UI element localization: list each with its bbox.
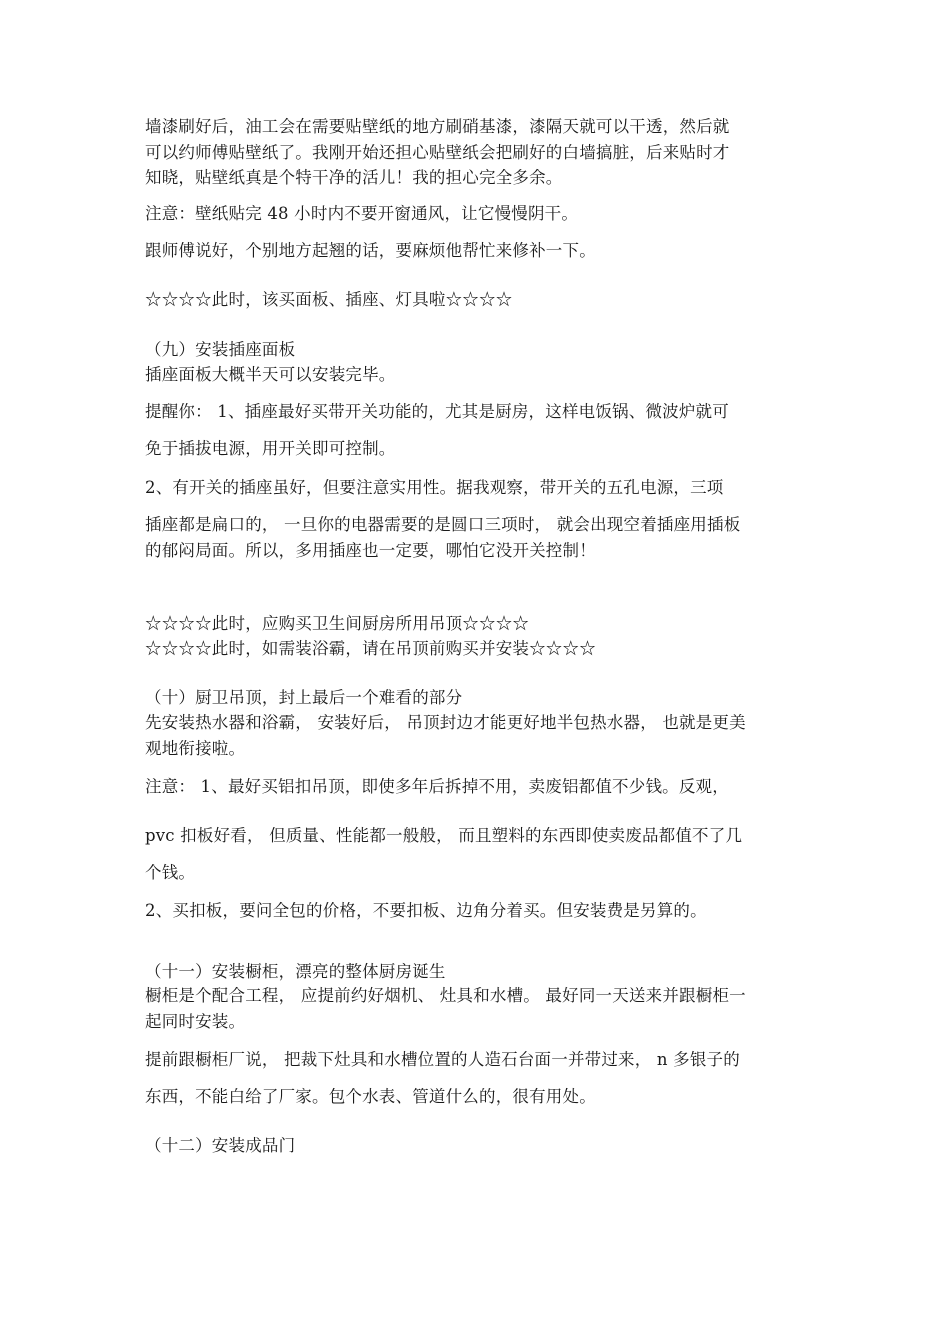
- paragraph-line: 提前跟橱柜厂说， 把裁下灶具和水槽位置的人造石台面一并带过来， n 多银子的: [145, 1050, 740, 1069]
- paragraph-line: 起同时安装。: [145, 1012, 246, 1031]
- paragraph-line: 跟师傅说好，个别地方起翘的话，要麻烦他帮忙来修补一下。: [145, 241, 596, 260]
- section-heading: （十）厨卫吊顶，封上最后一个难看的部分: [145, 688, 463, 707]
- paragraph-line: 先安装热水器和浴霸， 安装好后， 吊顶封边才能更好地半包热水器， 也就是更美: [145, 713, 746, 732]
- paragraph-line: 东西，不能白给了厂家。包个水表、管道什么的，很有用处。: [145, 1087, 596, 1106]
- star-banner: ☆☆☆☆此时，应购买卫生间厨房所用吊顶☆☆☆☆: [145, 614, 530, 633]
- paragraph-line: 个钱。: [145, 863, 196, 882]
- section-heading: （九）安装插座面板: [145, 340, 296, 359]
- paragraph-line: 可以约师傅贴壁纸了。我刚开始还担心贴壁纸会把刷好的白墙搞脏，后来贴时才: [145, 143, 730, 162]
- paragraph-line: 墙漆刷好后，油工会在需要贴壁纸的地方刷硝基漆，漆隔天就可以干透，然后就: [145, 117, 730, 136]
- paragraph-line: pvc 扣板好看， 但质量、性能都一般般， 而且塑料的东西即使卖废品都值不了几: [145, 826, 743, 845]
- paragraph-line: 插座都是扁口的， 一旦你的电器需要的是圆口三项时， 就会出现空着插座用插板: [145, 515, 741, 534]
- paragraph-line: 插座面板大概半天可以安装完毕。: [145, 365, 396, 384]
- paragraph-line: 2、有开关的插座虽好，但要注意实用性。据我观察，带开关的五孔电源，三项: [145, 478, 724, 497]
- reminder-line: 提醒你： 1、插座最好买带开关功能的，尤其是厨房，这样电饭锅、微波炉就可: [145, 402, 729, 421]
- star-banner: ☆☆☆☆此时，该买面板、插座、灯具啦☆☆☆☆: [145, 290, 513, 309]
- paragraph-line: 观地衔接啦。: [145, 739, 246, 758]
- note-line: 注意： 1、最好买铝扣吊顶，即使多年后拆掉不用，卖废铝都值不少钱。反观，: [145, 777, 729, 796]
- note-line: 注意：壁纸贴完 48 小时内不要开窗通风，让它慢慢阴干。: [145, 204, 579, 223]
- section-heading: （十一）安装橱柜，漂亮的整体厨房诞生: [145, 962, 446, 981]
- paragraph-line: 2、买扣板，要问全包的价格，不要扣板、边角分着买。但安装费是另算的。: [145, 901, 707, 920]
- section-heading: （十二）安装成品门: [145, 1136, 296, 1155]
- paragraph-line: 知晓，贴壁纸真是个特干净的活儿！我的担心完全多余。: [145, 168, 563, 187]
- paragraph-line: 免于插拔电源，用开关即可控制。: [145, 439, 396, 458]
- paragraph-line: 橱柜是个配合工程， 应提前约好烟机、 灶具和水槽。 最好同一天送来并跟橱柜一: [145, 986, 746, 1005]
- star-banner: ☆☆☆☆此时，如需装浴霸，请在吊顶前购买并安装☆☆☆☆: [145, 639, 596, 658]
- paragraph-line: 的郁闷局面。所以，多用插座也一定要，哪怕它没开关控制！: [145, 541, 596, 560]
